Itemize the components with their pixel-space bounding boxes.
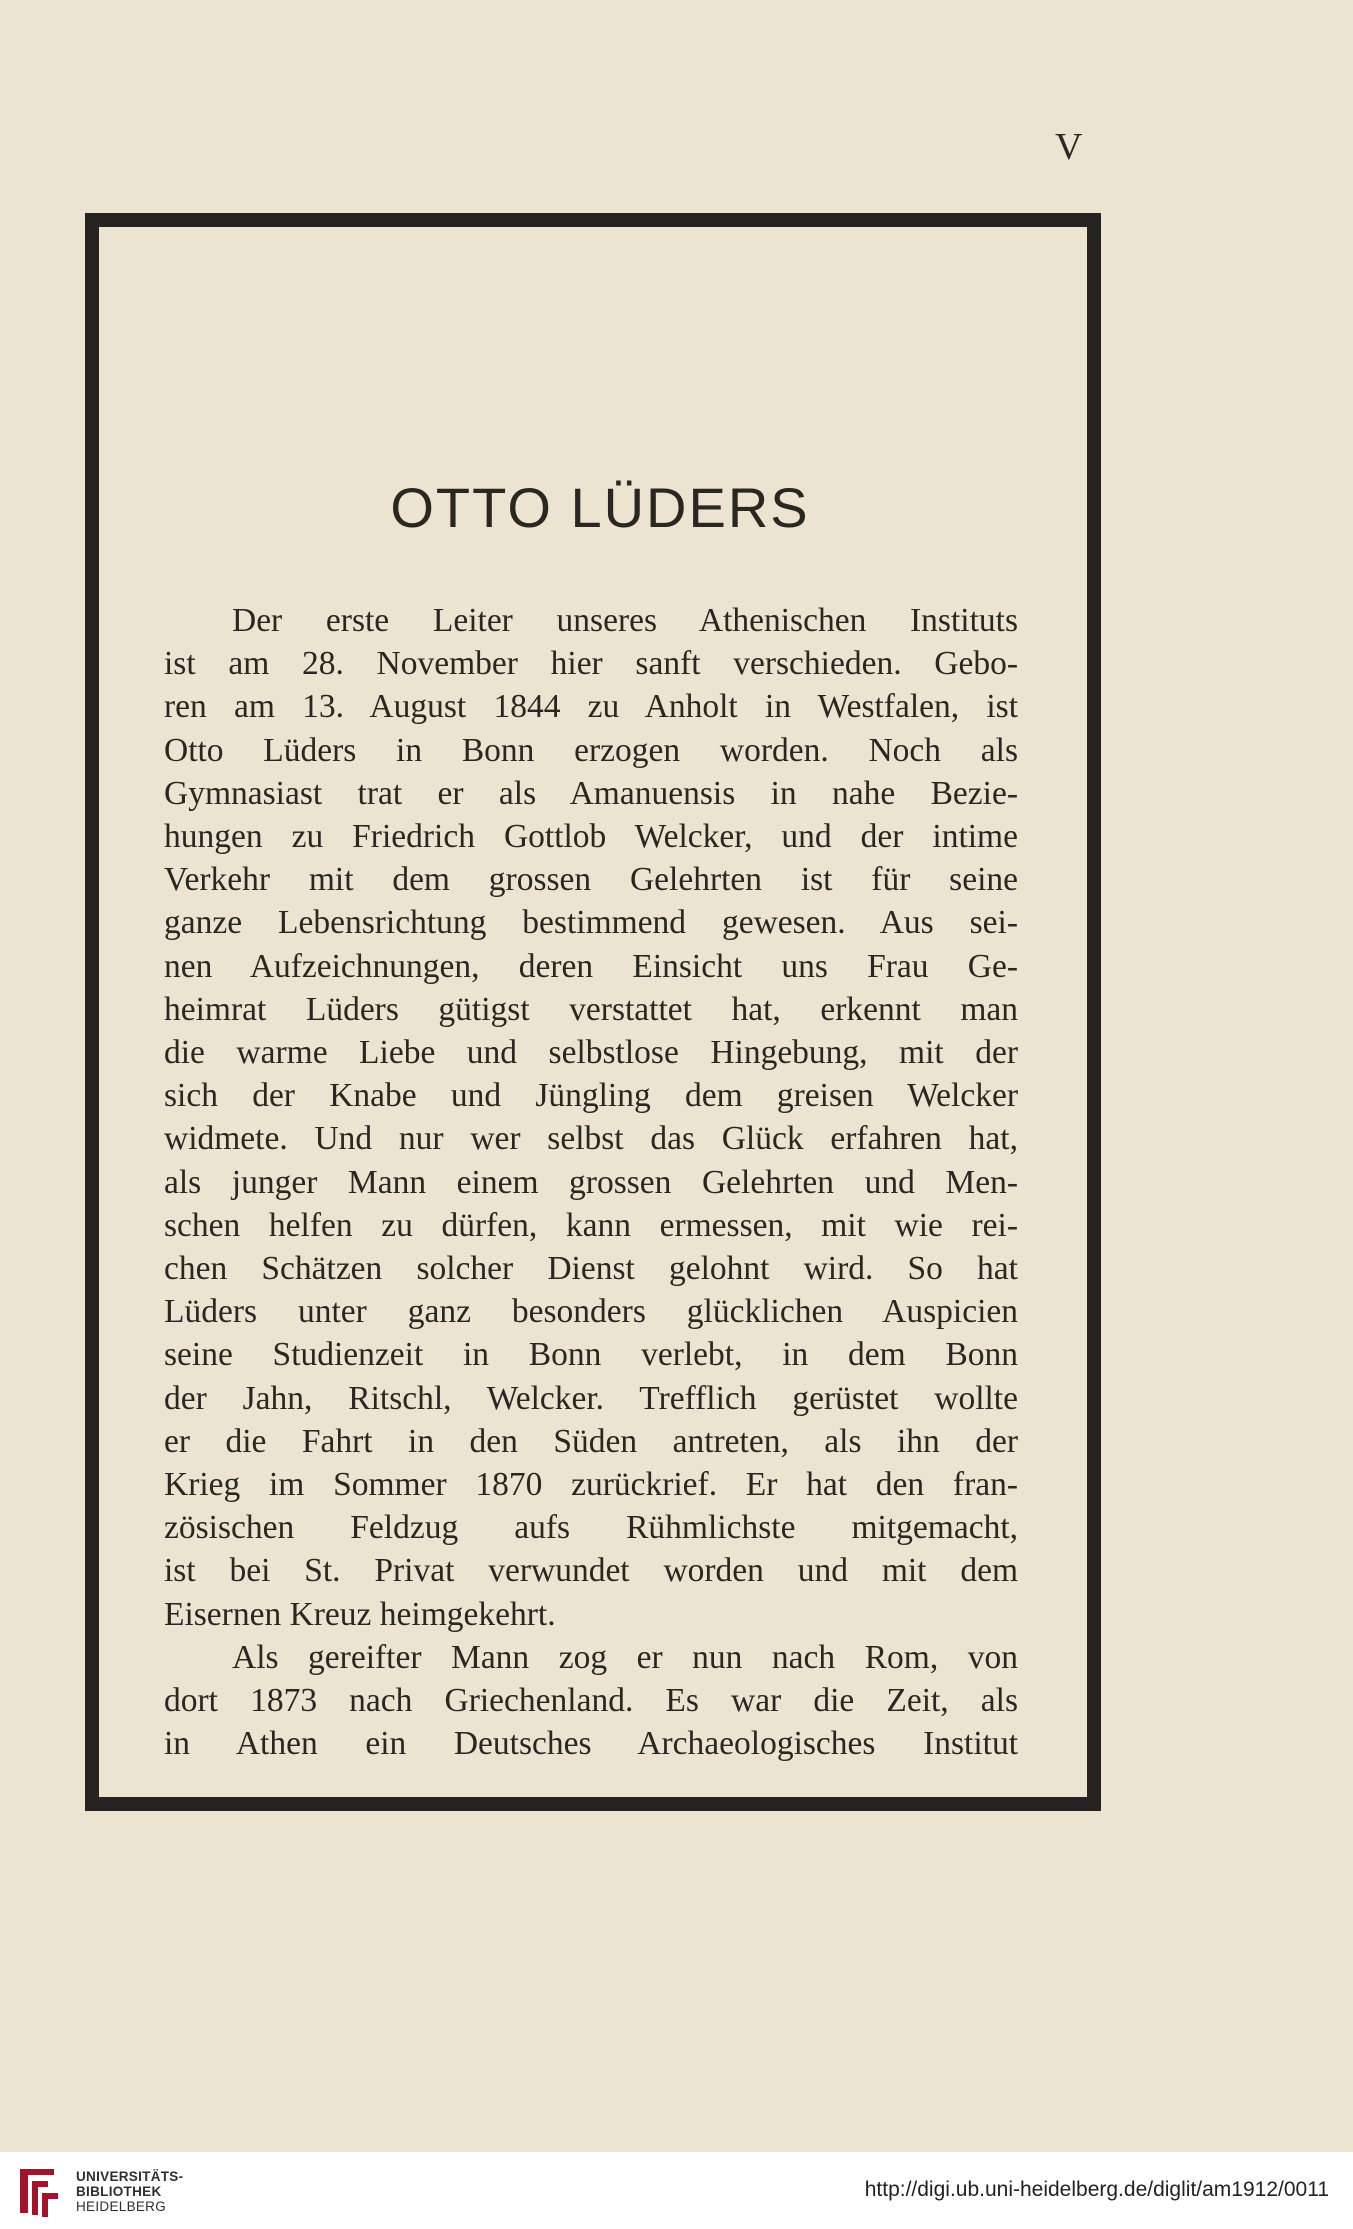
text-line: ren am 13. August 1844 zu Anholt in Westfalen, ist (164, 688, 1018, 726)
text-line: er die Fahrt in den Süden antreten, als ihn der (164, 1422, 1018, 1460)
text-line: schen helfen zu dürfen, kann ermessen, mit wie rei- (164, 1206, 1018, 1244)
text-line: sich der Knabe und Jüngling dem greisen Welcker (164, 1077, 1018, 1115)
page-number: V (1055, 126, 1083, 168)
logo-line: UNIVERSITÄTS- (76, 2169, 184, 2184)
text-line: zösischen Feldzug aufs Rühmlichste mitgemacht, (164, 1509, 1018, 1547)
source-url[interactable]: http://digi.ub.uni-heidelberg.de/diglit/am1912/0011 (864, 2178, 1329, 2201)
footer-bar (0, 2152, 1353, 2229)
text-line: Otto Lüders in Bonn erzogen worden. Noch als (164, 731, 1018, 769)
text-line: in Athen ein Deutsches Archaeologisches Institut (164, 1725, 1018, 1763)
text-line: dort 1873 nach Griechenland. Es war die Zeit, als (164, 1682, 1018, 1720)
text-line: heimrat Lüders gütigst verstattet hat, erkennt man (164, 990, 1018, 1028)
logo-line: HEIDELBERG (76, 2199, 167, 2214)
text-line: hungen zu Friedrich Gottlob Welcker, und der intime (164, 818, 1018, 856)
text-line: Gymnasiast trat er als Amanuensis in nahe Bezie- (164, 774, 1018, 812)
text-line: ist bei St. Privat verwundet worden und mit dem (164, 1552, 1018, 1590)
text-line: ist am 28. November hier sanft verschieden. Gebo- (164, 645, 1018, 683)
text-line: Verkehr mit dem grossen Gelehrten ist für seine (164, 861, 1018, 899)
library-logo-text (76, 2169, 183, 2214)
text-line: der Jahn, Ritschl, Welcker. Trefflich gerüstet wollte (164, 1379, 1018, 1417)
text-line: Eisernen Kreuz heimgekehrt. (164, 1595, 556, 1633)
text-line: ganze Lebensrichtung bestimmend gewesen. Aus sei- (164, 904, 1018, 942)
text-line: Als gereifter Mann zog er nun nach Rom, von (232, 1638, 1018, 1676)
text-line: als junger Mann einem grossen Gelehrten und Men- (164, 1163, 1018, 1201)
logo-line: BIBLIOTHEK (76, 2184, 162, 2199)
body-text (164, 599, 1018, 1765)
text-line: Der erste Leiter unseres Athenischen Instituts (232, 602, 1018, 639)
library-logo-icon (14, 2165, 64, 2219)
page-title: OTTO LÜDERS (390, 476, 810, 539)
text-line: nen Aufzeichnungen, deren Einsicht uns Frau Ge- (164, 947, 1018, 985)
text-line: die warme Liebe und selbstlose Hingebung, mit der (164, 1034, 1018, 1072)
text-line: Lüders unter ganz besonders glücklichen Auspicien (164, 1293, 1018, 1331)
text-line: seine Studienzeit in Bonn verlebt, in dem Bonn (164, 1336, 1018, 1374)
text-line: Krieg im Sommer 1870 zurückrief. Er hat den fran- (164, 1466, 1018, 1504)
text-line: widmete. Und nur wer selbst das Glück erfahren hat, (164, 1120, 1018, 1158)
text-line: chen Schätzen solcher Dienst gelohnt wird. So hat (164, 1250, 1018, 1288)
